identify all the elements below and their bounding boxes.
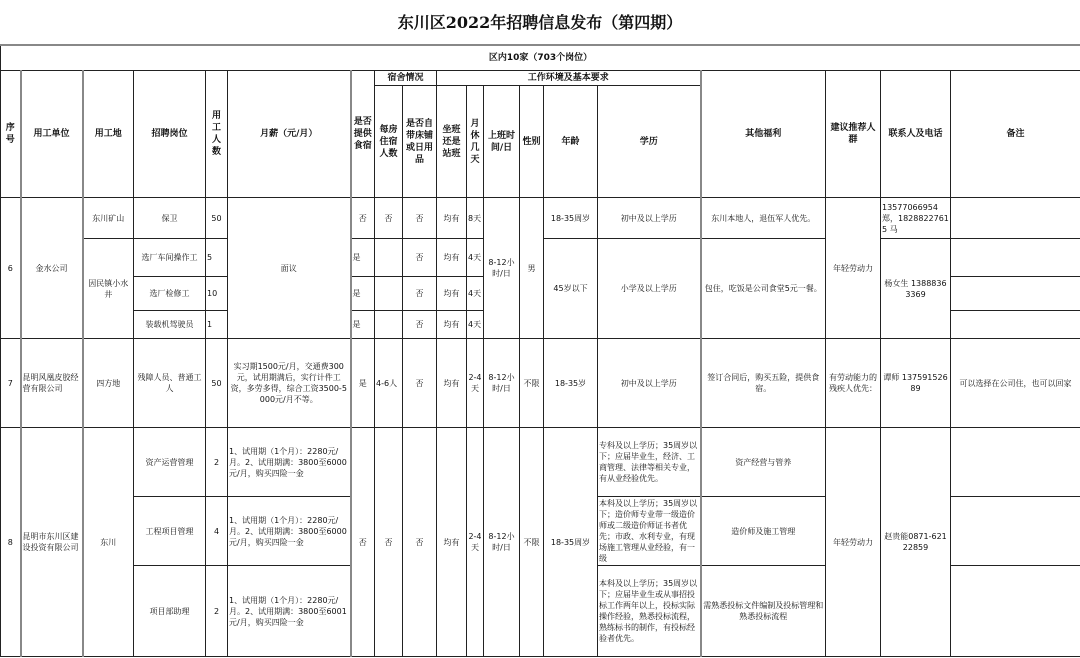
cell-education: 小学及以上学历 bbox=[598, 239, 701, 339]
cell-headcount: 5 bbox=[206, 239, 228, 277]
cell-education: 本科及以上学历；35周岁以下；应届毕业生或从事招投标工作两年以上，投标实际操作经验，熟悉投标流程，熟练标书的制作，有投标经验者优先。 bbox=[598, 566, 701, 657]
cell-meals: 否 bbox=[351, 198, 375, 239]
cell-sit-or-stand: 均有 bbox=[437, 428, 467, 657]
cell-salary: 1、试用期（1个月）：2280元/月。2、试用期满：3800至6000元/月，购买四险一金 bbox=[228, 497, 351, 566]
cell-days-off: 2-4天 bbox=[467, 428, 484, 657]
cell-days-off: 8天 bbox=[467, 198, 484, 239]
cell-seq: 7 bbox=[1, 339, 21, 428]
cell-education: 本科及以上学历；35周岁以下；造价师专业带一级造价师或二级造价师证书者优先；市政、水利专业，有现场施工管理从业经验，有一级 bbox=[598, 497, 701, 566]
cell-gender: 不限 bbox=[520, 428, 544, 657]
cell-sit-or-stand: 均有 bbox=[437, 311, 467, 339]
cell-contact: 杨女生 13888363369 bbox=[881, 239, 951, 339]
cell-benefits: 包住，吃饭是公司食堂5元一餐。 bbox=[701, 239, 826, 339]
cell-contact: 赵贵能0871-62122859 bbox=[881, 428, 951, 657]
cell-remarks bbox=[951, 277, 1080, 311]
cell-bring-bedding: 否 bbox=[403, 198, 437, 239]
cell-sit-or-stand: 均有 bbox=[437, 239, 467, 277]
cell-room-occupancy: 否 bbox=[375, 198, 403, 239]
table-row bbox=[1, 428, 1080, 497]
col-header-employer: 用工单位 bbox=[21, 71, 83, 198]
cell-education: 初中及以上学历 bbox=[598, 198, 701, 239]
cell-age: 45岁以下 bbox=[544, 239, 598, 339]
cell-education: 专科及以上学历；35周岁以下；应届毕业生，经济、工商管理、法律等相关专业，有从业经验优先。 bbox=[598, 428, 701, 497]
cell-headcount: 2 bbox=[206, 566, 228, 657]
cell-position: 保卫 bbox=[134, 198, 206, 239]
cell-headcount: 2 bbox=[206, 428, 228, 497]
cell-benefits: 造价师及施工管理 bbox=[701, 497, 826, 566]
col-header-salary: 月薪（元/月） bbox=[228, 71, 351, 198]
cell-sit-or-stand: 均有 bbox=[437, 277, 467, 311]
cell-sit-or-stand: 均有 bbox=[437, 339, 467, 428]
cell-bring-bedding: 否 bbox=[403, 239, 437, 277]
cell-position: 资产运营管理 bbox=[134, 428, 206, 497]
cell-contact: 谭师 13759152689 bbox=[881, 339, 951, 428]
cell-bring-bedding: 否 bbox=[403, 428, 437, 657]
col-header-benefits: 其他福利 bbox=[701, 71, 826, 198]
cell-meals: 是 bbox=[351, 277, 375, 311]
cell-benefits: 资产经营与管养 bbox=[701, 428, 826, 497]
cell-days-off: 4天 bbox=[467, 277, 484, 311]
cell-room-occupancy: 否 bbox=[375, 428, 403, 657]
cell-seq: 8 bbox=[1, 428, 21, 657]
cell-sit-or-stand: 均有 bbox=[437, 198, 467, 239]
cell-position: 选厂车间操作工 bbox=[134, 239, 206, 277]
cell-remarks bbox=[951, 428, 1080, 497]
col-header-hours: 上班时间/日 bbox=[484, 86, 520, 198]
col-header-position: 招聘岗位 bbox=[134, 71, 206, 198]
cell-headcount: 10 bbox=[206, 277, 228, 311]
cell-headcount: 1 bbox=[206, 311, 228, 339]
cell-contact: 13577066954 郑，18288227615 马 bbox=[881, 198, 951, 239]
cell-benefits: 签订合同后，购买五险，提供食宿。 bbox=[701, 339, 826, 428]
cell-remarks bbox=[951, 239, 1080, 277]
col-header-recommended: 建议推荐人群 bbox=[826, 71, 881, 198]
cell-days-off: 2-4天 bbox=[467, 339, 484, 428]
cell-days-off: 4天 bbox=[467, 239, 484, 277]
col-header-bring-bedding: 是否自带床铺或日用品 bbox=[403, 86, 437, 198]
cell-hours: 8-12小时/日 bbox=[484, 428, 520, 657]
cell-room-occupancy bbox=[375, 277, 403, 311]
cell-age: 18-35周岁 bbox=[544, 198, 598, 239]
col-header-sit-or-stand: 坐班还是站班 bbox=[437, 86, 467, 198]
cell-bring-bedding: 否 bbox=[403, 311, 437, 339]
cell-salary: 面议 bbox=[228, 198, 351, 339]
cell-gender: 不限 bbox=[520, 339, 544, 428]
cell-room-occupancy bbox=[375, 311, 403, 339]
cell-recommended: 年轻劳动力 bbox=[826, 198, 881, 339]
cell-age: 18-35周岁 bbox=[544, 428, 598, 657]
cell-meals: 是 bbox=[351, 311, 375, 339]
cell-position: 选厂检修工 bbox=[134, 277, 206, 311]
cell-location: 四方地 bbox=[83, 339, 134, 428]
col-header-remarks: 备注 bbox=[951, 71, 1080, 198]
table-row bbox=[1, 198, 1080, 239]
col-header-meals: 是否提供食宿 bbox=[351, 71, 375, 198]
cell-headcount: 50 bbox=[206, 339, 228, 428]
group-header-work-env: 工作环境及基本要求 bbox=[437, 71, 701, 86]
table-row bbox=[1, 339, 1080, 428]
cell-hours: 8-12小时/日 bbox=[484, 198, 520, 339]
cell-hours: 8-12小时/日 bbox=[484, 339, 520, 428]
cell-salary: 1、试用期（1个月）：2280元/月。2、试用期满：3800至6001元/月，购买四险一金 bbox=[228, 566, 351, 657]
cell-position: 项目部助理 bbox=[134, 566, 206, 657]
cell-position: 装载机驾驶员 bbox=[134, 311, 206, 339]
page-title: 东川区2022年招聘信息发布（第四期） bbox=[397, 13, 683, 32]
cell-remarks: 可以选择在公司住，也可以回家 bbox=[951, 339, 1080, 428]
cell-remarks bbox=[951, 497, 1080, 566]
cell-employer: 金水公司 bbox=[21, 198, 83, 339]
cell-location: 东川 bbox=[83, 428, 134, 657]
cell-employer: 昆明风凰皮胶经营有限公司 bbox=[21, 339, 83, 428]
cell-headcount: 4 bbox=[206, 497, 228, 566]
col-header-age: 年龄 bbox=[544, 86, 598, 198]
col-header-education: 学历 bbox=[598, 86, 701, 198]
cell-location: 因民镇小水井 bbox=[83, 239, 134, 339]
cell-seq: 6 bbox=[1, 198, 21, 339]
cell-employer: 昆明市东川区建设投资有限公司 bbox=[21, 428, 83, 657]
cell-benefits: 东川本地人，退伍军人优先。 bbox=[701, 198, 826, 239]
cell-benefits: 需熟悉投标文件编制及投标管理和熟悉投标流程 bbox=[701, 566, 826, 657]
cell-room-occupancy: 4-6人 bbox=[375, 339, 403, 428]
cell-bring-bedding: 否 bbox=[403, 339, 437, 428]
cell-location: 东川矿山 bbox=[83, 198, 134, 239]
cell-meals: 是 bbox=[351, 239, 375, 277]
cell-remarks bbox=[951, 311, 1080, 339]
cell-salary: 实习期1500元/月，交通费300元，试用期满后，实行计件工资，多劳多得，综合工资3500-5000元/月不等。 bbox=[228, 339, 351, 428]
cell-bring-bedding: 否 bbox=[403, 277, 437, 311]
cell-recommended: 年轻劳动力 bbox=[826, 428, 881, 657]
col-header-contact: 联系人及电话 bbox=[881, 71, 951, 198]
cell-recommended: 有劳动能力的残疾人优先： bbox=[826, 339, 881, 428]
recruitment-table bbox=[0, 44, 1080, 657]
cell-education: 初中及以上学历 bbox=[598, 339, 701, 428]
col-header-headcount: 用工人数 bbox=[206, 71, 228, 198]
cell-remarks bbox=[951, 566, 1080, 657]
cell-days-off: 4天 bbox=[467, 311, 484, 339]
cell-position: 工程项目管理 bbox=[134, 497, 206, 566]
cell-headcount: 50 bbox=[206, 198, 228, 239]
cell-salary: 1、试用期（1个月）：2280元/月。2、试用期满：3800至6000元/月，购买四险一金 bbox=[228, 428, 351, 497]
col-header-room-occupancy: 每房住宿人数 bbox=[375, 86, 403, 198]
col-header-location: 用工地 bbox=[83, 71, 134, 198]
group-header-dorm: 宿舍情况 bbox=[375, 71, 437, 86]
col-header-gender: 性别 bbox=[520, 86, 544, 198]
cell-position: 残障人员、普通工人 bbox=[134, 339, 206, 428]
cell-meals: 是 bbox=[351, 339, 375, 428]
cell-remarks bbox=[951, 198, 1080, 239]
col-header-seq: 序号 bbox=[1, 71, 21, 198]
cell-room-occupancy bbox=[375, 239, 403, 277]
cell-gender: 男 bbox=[520, 198, 544, 339]
section-header: 区内10家（703个岗位） bbox=[1, 45, 1080, 71]
cell-meals: 否 bbox=[351, 428, 375, 657]
col-header-days-off: 月休几天 bbox=[467, 86, 484, 198]
cell-age: 18-35岁 bbox=[544, 339, 598, 428]
